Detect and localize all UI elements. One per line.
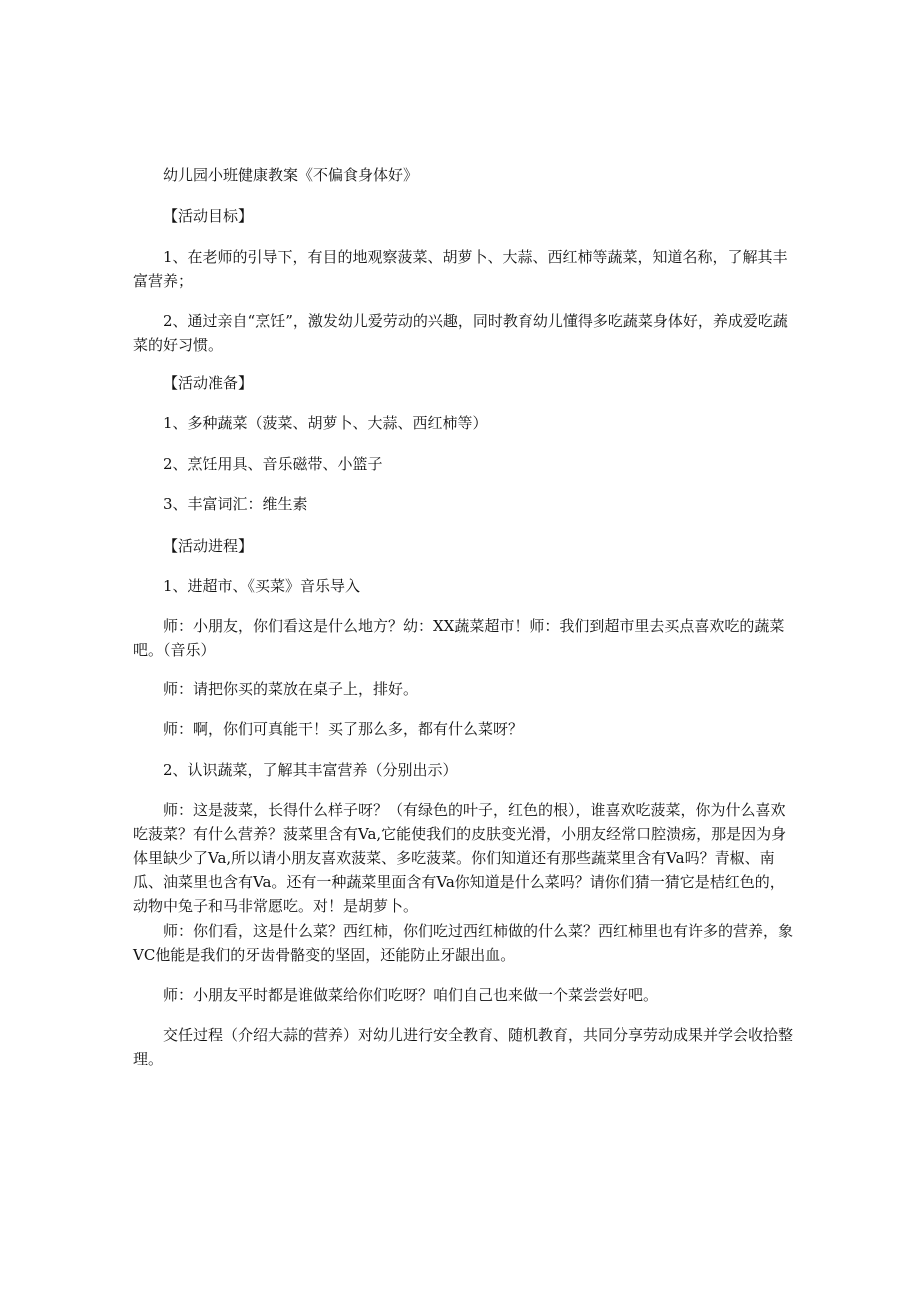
dialog-paragraph-3: 师：啊，你们可真能干！买了那么多，都有什么菜呀？ bbox=[163, 720, 524, 738]
dialog-paragraph-4: 师：这是菠菜，长得什么样子呀？（有绿色的叶子，红色的根），谁喜欢吃菠菜，你为什么喜欢吃菠菜？有什么营养？菠菜里含有Va,它能使我们的皮肤变光滑，小朋友经常口腔溃疡，那是因为身体里缺少了Va,所以请小朋友喜欢菠菜、多吃菠菜。你们知道还有那些蔬菜里含有Va吗？青椒、南瓜、油菜里也含有Va。还有一种蔬菜里面含有Va你知道是什么菜吗？请你们猜一猜它是桔红色的，动物中兔子和马非常愿吃。对！是胡萝卜。 bbox=[133, 801, 787, 915]
goals-heading: 【活动目标】 bbox=[163, 207, 254, 225]
goal-item-2: 2、通过亲自“烹饪”，激发幼儿爱劳动的兴趣，同时教育幼儿懂得多吃蔬菜身体好，养成爱吃蔬菜的好习惯。 bbox=[133, 312, 788, 354]
closing-paragraph: 交任过程（介绍大蒜的营养）对幼儿进行安全教育、随机教育，共同分享劳动成果并学会收拾整理。 bbox=[133, 1026, 794, 1068]
goal-item-1: 1、在老师的引导下，有目的地观察菠菜、胡萝卜、大蒜、西红柿等蔬菜，知道名称，了解其丰富营养； bbox=[133, 248, 788, 290]
dialog-paragraph-2: 师：请把你买的菜放在桌子上，排好。 bbox=[163, 680, 419, 698]
process-step-1: 1、进超市、《买菜》音乐导入 bbox=[163, 577, 361, 595]
prep-heading: 【活动准备】 bbox=[163, 374, 254, 392]
prep-item-2: 2、烹饪用具、音乐磁带、小篮子 bbox=[163, 455, 383, 473]
process-step-2: 2、认识蔬菜，了解其丰富营养（分别出示） bbox=[163, 761, 458, 779]
dialog-paragraph-1: 师：小朋友，你们看这是什么地方？幼：XX蔬菜超市！师：我们到超市里去买点喜欢吃的蔬菜吧。（音乐） bbox=[133, 617, 785, 659]
document-title: 幼儿园小班健康教案《不偏食身体好》 bbox=[163, 166, 419, 184]
dialog-paragraph-5: 师：你们看，这是什么菜？西红柿，你们吃过西红柿做的什么菜？西红柿里也有许多的营养，象VC他能是我们的牙齿骨骼变的坚固，还能防止牙龈出血。 bbox=[133, 922, 794, 964]
prep-item-1: 1、多种蔬菜（菠菜、胡萝卜、大蒜、西红柿等） bbox=[163, 414, 488, 432]
process-heading: 【活动进程】 bbox=[163, 537, 254, 555]
dialog-paragraph-6: 师：小朋友平时都是谁做菜给你们吃呀？咱们自己也来做一个菜尝尝好吧。 bbox=[163, 986, 659, 1004]
prep-item-3: 3、丰富词汇：维生素 bbox=[163, 495, 308, 513]
